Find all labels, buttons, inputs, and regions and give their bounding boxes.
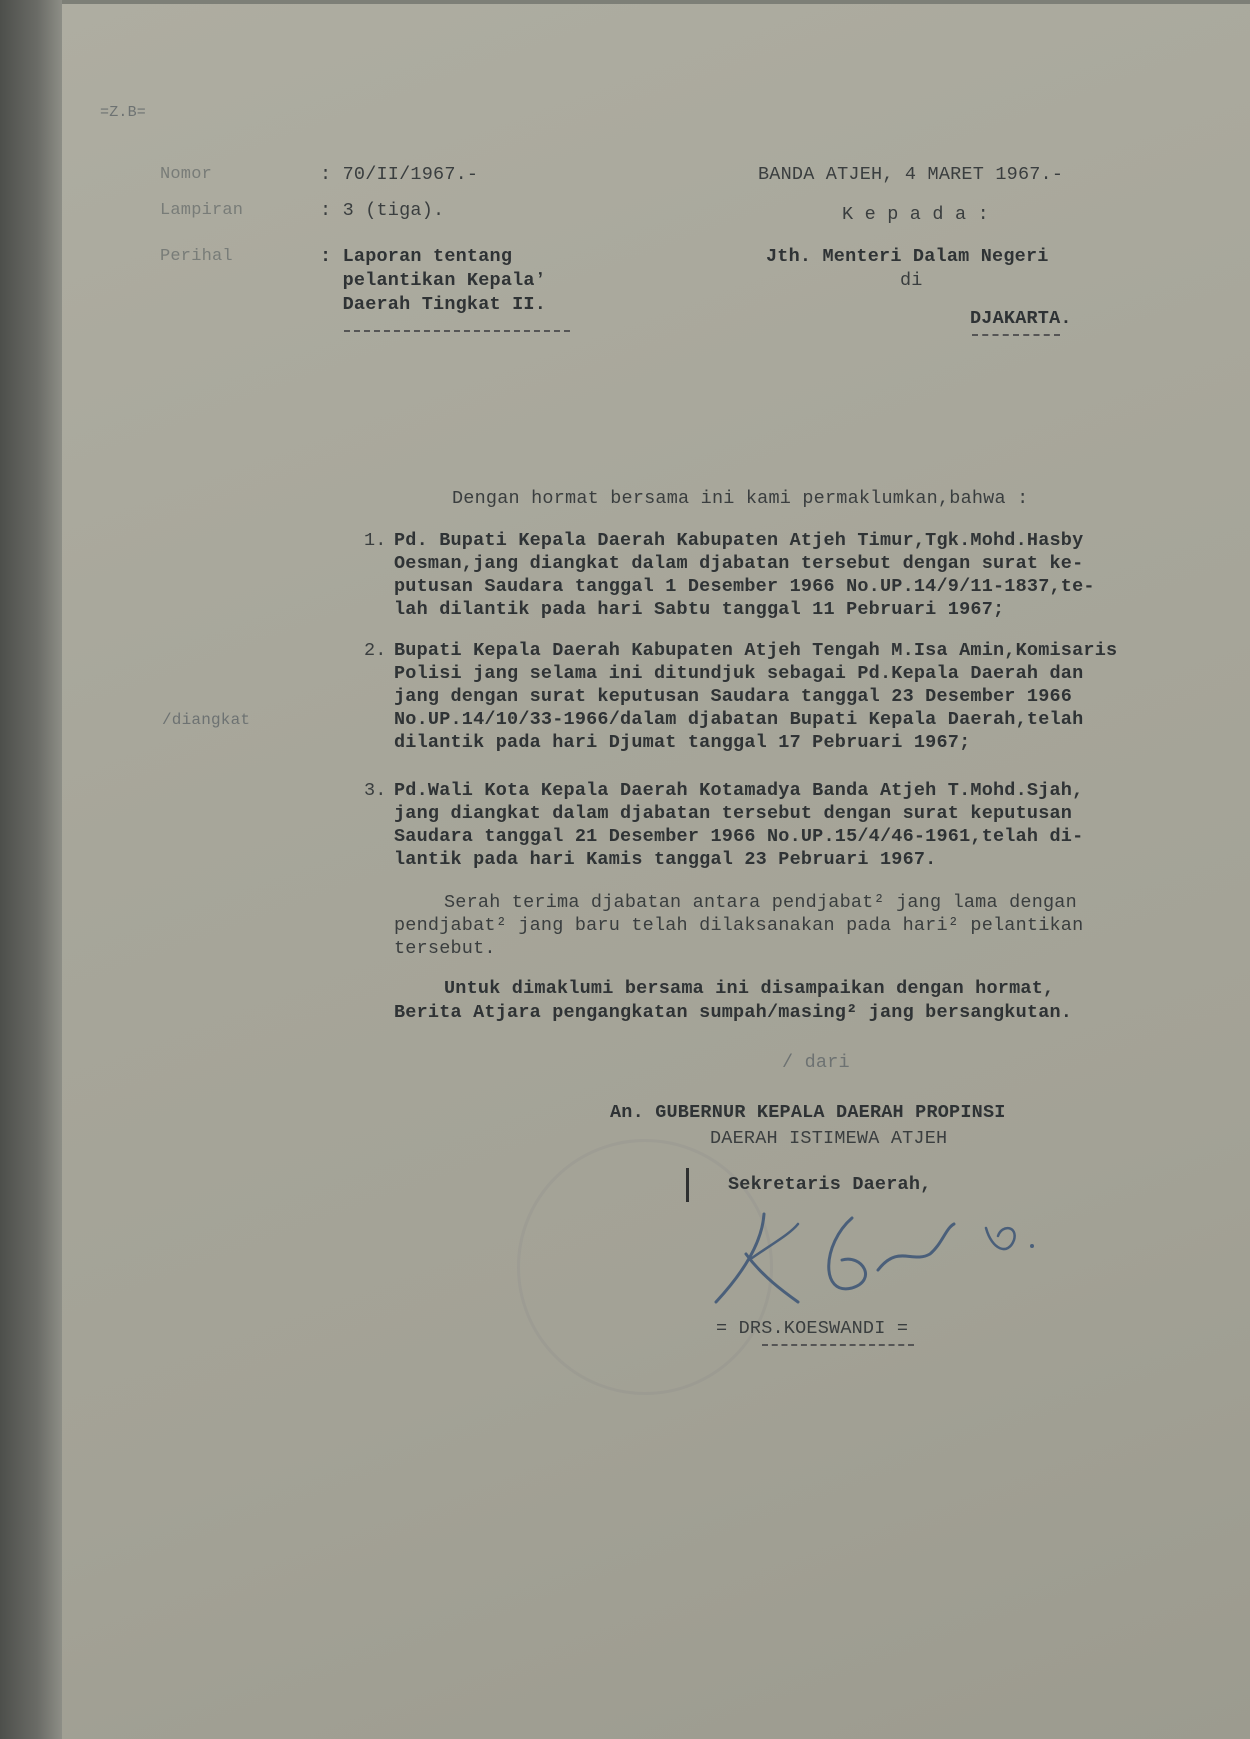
intro-text: Dengan hormat bersama ini kami permaklumkan,bahwa : bbox=[452, 488, 1029, 509]
attachment-label: Lampiran bbox=[160, 201, 244, 220]
dari-note: / dari bbox=[782, 1052, 850, 1073]
margin-note: /diangkat bbox=[162, 711, 251, 729]
name-underline bbox=[762, 1344, 914, 1346]
to-label: K e p a d a : bbox=[842, 204, 989, 225]
recipient-di: di bbox=[900, 270, 923, 291]
item-1-line-1: Pd. Bupati Kepala Daerah Kabupaten Atjeh Timur,Tgk.Mohd.Hasby bbox=[394, 530, 1084, 551]
item-3-line-3: Saudara tanggal 21 Desember 1966 No.UP.15/4/46-1961,telah di- bbox=[394, 826, 1084, 847]
signature-name: = DRS.KOESWANDI = bbox=[716, 1318, 909, 1339]
item-3-number: 3. bbox=[364, 780, 387, 801]
subject-line-3: Daerah Tingkat II. bbox=[320, 294, 547, 315]
item-1-line-4: lah dilantik pada hari Sabtu tanggal 11 Pebruari 1967; bbox=[394, 599, 1005, 620]
corner-mark: =Z.B= bbox=[100, 104, 147, 121]
item-2-line-2: Polisi jang selama ini ditundjuk sebagai Pd.Kepala Daerah dan bbox=[394, 663, 1084, 684]
pen-tick bbox=[686, 1168, 689, 1202]
place-date: BANDA ATJEH, 4 MARET 1967.- bbox=[758, 164, 1064, 185]
item-3-line-4: lantik pada hari Kamis tanggal 23 Pebruari 1967. bbox=[394, 849, 937, 870]
item-3-line-1: Pd.Wali Kota Kepala Daerah Kotamadya Banda Atjeh T.Mohd.Sjah, bbox=[394, 780, 1084, 801]
item-2-line-3: jang dengan surat keputusan Saudara tanggal 23 Desember 1966 bbox=[394, 686, 1073, 707]
subject-underline bbox=[344, 330, 570, 332]
document-page bbox=[62, 4, 1250, 1739]
item-1-line-3: putusan Saudara tanggal 1 Desember 1966 No.UP.14/9/11-1837,te- bbox=[394, 576, 1095, 597]
subject-line-2: pelantikan Kepalaʼ bbox=[320, 270, 547, 291]
recipient: Jth. Menteri Dalam Negeri bbox=[766, 246, 1049, 267]
item-2-line-5: dilantik pada hari Djumat tanggal 17 Pebruari 1967; bbox=[394, 732, 971, 753]
handover-line-2: pendjabat² jang baru telah dilaksanakan pada hari² pelantikan bbox=[394, 915, 1084, 936]
recipient-city: DJAKARTA. bbox=[970, 308, 1072, 329]
closing-line-2: Berita Atjara pengangkatan sumpah/masing² jang bersangkutan. bbox=[394, 1002, 1073, 1023]
attachment-value: : 3 (tiga). bbox=[320, 200, 445, 221]
handover-line-1: Serah terima djabatan antara pendjabat² jang lama dengan bbox=[444, 892, 1077, 913]
subject-label: Perihal bbox=[160, 247, 233, 266]
item-2-line-4: No.UP.14/10/33-1966/dalam djabatan Bupati Kepala Daerah,telah bbox=[394, 709, 1084, 730]
scan-edge bbox=[0, 0, 62, 1739]
number-label: Nomor bbox=[160, 165, 213, 184]
item-2-line-1: Bupati Kepala Daerah Kabupaten Atjeh Tengah M.Isa Amin,Komisaris bbox=[394, 640, 1118, 661]
handover-line-3: tersebut. bbox=[394, 938, 496, 959]
signature-line-2: DAERAH ISTIMEWA ATJEH bbox=[710, 1128, 948, 1149]
closing-line-1: Untuk dimaklumi bersama ini disampaikan dengan hormat, bbox=[444, 978, 1055, 999]
item-1-line-2: Oesman,jang diangkat dalam djabatan tersebut dengan surat ke- bbox=[394, 553, 1084, 574]
city-underline bbox=[972, 334, 1060, 336]
handwritten-signature bbox=[702, 1184, 1062, 1314]
signature-line-1: An. GUBERNUR KEPALA DAERAH PROPINSI bbox=[610, 1102, 1006, 1123]
subject-line-1: : Laporan tentang bbox=[320, 246, 513, 267]
number-value: : 70/II/1967.- bbox=[320, 164, 479, 185]
item-3-line-2: jang diangkat dalam djabatan tersebut dengan surat keputusan bbox=[394, 803, 1073, 824]
item-1-number: 1. bbox=[364, 530, 387, 551]
signature-line-3: Sekretaris Daerah, bbox=[728, 1174, 932, 1195]
item-2-number: 2. bbox=[364, 640, 387, 661]
